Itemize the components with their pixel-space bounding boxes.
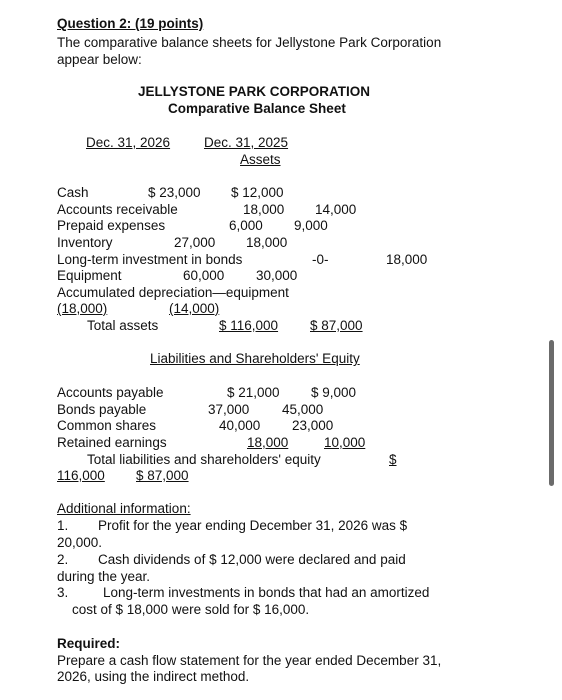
total-liabilities-dollar: $	[389, 452, 397, 467]
total-assets-label: Total assets	[87, 318, 159, 333]
accounts-payable-2025: $ 9,000	[311, 385, 357, 400]
prepaid-expenses-2026: 6,000	[229, 218, 263, 233]
total-liabilities-2025: $ 87,000	[136, 468, 189, 483]
additional-item-1-number: 1.	[57, 518, 69, 533]
required-line-1: Prepare a cash flow statement for the year ended December 31,	[57, 653, 442, 668]
intro-line-2: appear below:	[57, 52, 142, 67]
prepaid-expenses-2025: 9,000	[294, 218, 328, 233]
additional-item-3-line-1: Long-term investments in bonds that had an amortized	[103, 585, 430, 600]
column-header-2026: Dec. 31, 2026	[86, 135, 171, 150]
inventory-2026: 27,000	[174, 235, 216, 250]
assets-heading: Assets	[240, 152, 281, 167]
additional-item-2-number: 2.	[57, 552, 69, 567]
bonds-payable-2026: 37,000	[208, 402, 250, 417]
additional-item-2-line-2: during the year.	[57, 569, 151, 584]
accounts-payable-label: Accounts payable	[57, 385, 164, 400]
accounts-receivable-2026: 18,000	[243, 202, 285, 217]
accounts-payable-2026: $ 21,000	[227, 385, 280, 400]
bonds-payable-2025: 45,000	[282, 402, 324, 417]
additional-item-3-line-2: cost of $ 18,000 were sold for $ 16,000.	[72, 602, 310, 617]
additional-item-3-number: 3.	[57, 585, 69, 600]
accum-depr-2025: (14,000)	[169, 301, 220, 316]
prepaid-expenses-label: Prepaid expenses	[57, 218, 166, 233]
equipment-2026: 60,000	[183, 268, 225, 283]
common-shares-label: Common shares	[57, 418, 157, 433]
lt-investment-label: Long-term investment in bonds	[57, 252, 243, 267]
common-shares-2026: 40,000	[219, 418, 261, 433]
column-header-2025: Dec. 31, 2025	[204, 135, 289, 150]
accum-depr-label: Accumulated depreciation—equipment	[57, 285, 289, 300]
inventory-2025: 18,000	[246, 235, 288, 250]
total-assets-2026: $ 116,000	[219, 318, 279, 333]
accum-depr-2026: (18,000)	[57, 301, 108, 316]
statement-title: Comparative Balance Sheet	[168, 101, 346, 116]
retained-earnings-2026: 18,000	[247, 435, 289, 450]
additional-item-1-line-1: Profit for the year ending December 31, 2026 was $	[98, 518, 408, 533]
required-heading: Required:	[57, 636, 121, 651]
lt-investment-2025: 18,000	[386, 252, 428, 267]
intro-line-1: The comparative balance sheets for Jellystone Park Corporation	[57, 35, 442, 50]
additional-item-2-line-1: Cash dividends of $ 12,000 were declared and paid	[98, 552, 406, 567]
retained-earnings-2025: 10,000	[324, 435, 366, 450]
question-heading: Question 2: (19 points)	[57, 16, 204, 31]
accounts-receivable-2025: 14,000	[315, 202, 357, 217]
inventory-label: Inventory	[57, 235, 113, 250]
required-line-2: 2026, using the indirect method.	[57, 669, 250, 684]
common-shares-2025: 23,000	[292, 418, 334, 433]
total-liabilities-2026: 116,000	[57, 468, 105, 483]
vertical-scrollbar[interactable]	[549, 340, 554, 486]
additional-item-1-line-2: 20,000.	[57, 535, 103, 550]
accounts-receivable-label: Accounts receivable	[57, 202, 178, 217]
company-name: JELLYSTONE PARK CORPORATION	[138, 84, 371, 99]
liabilities-heading: Liabilities and Shareholders' Equity	[150, 351, 360, 366]
retained-earnings-label: Retained earnings	[57, 435, 167, 450]
lt-investment-2026: -0-	[312, 252, 329, 267]
equipment-label: Equipment	[57, 268, 122, 283]
cash-2026: $ 23,000	[148, 185, 201, 200]
equipment-2025: 30,000	[256, 268, 298, 283]
total-liabilities-label: Total liabilities and shareholders' equity	[87, 452, 321, 467]
cash-label: Cash	[57, 185, 89, 200]
total-assets-2025: $ 87,000	[310, 318, 363, 333]
additional-info-heading: Additional information:	[57, 501, 191, 516]
bonds-payable-label: Bonds payable	[57, 402, 147, 417]
cash-2025: $ 12,000	[231, 185, 284, 200]
